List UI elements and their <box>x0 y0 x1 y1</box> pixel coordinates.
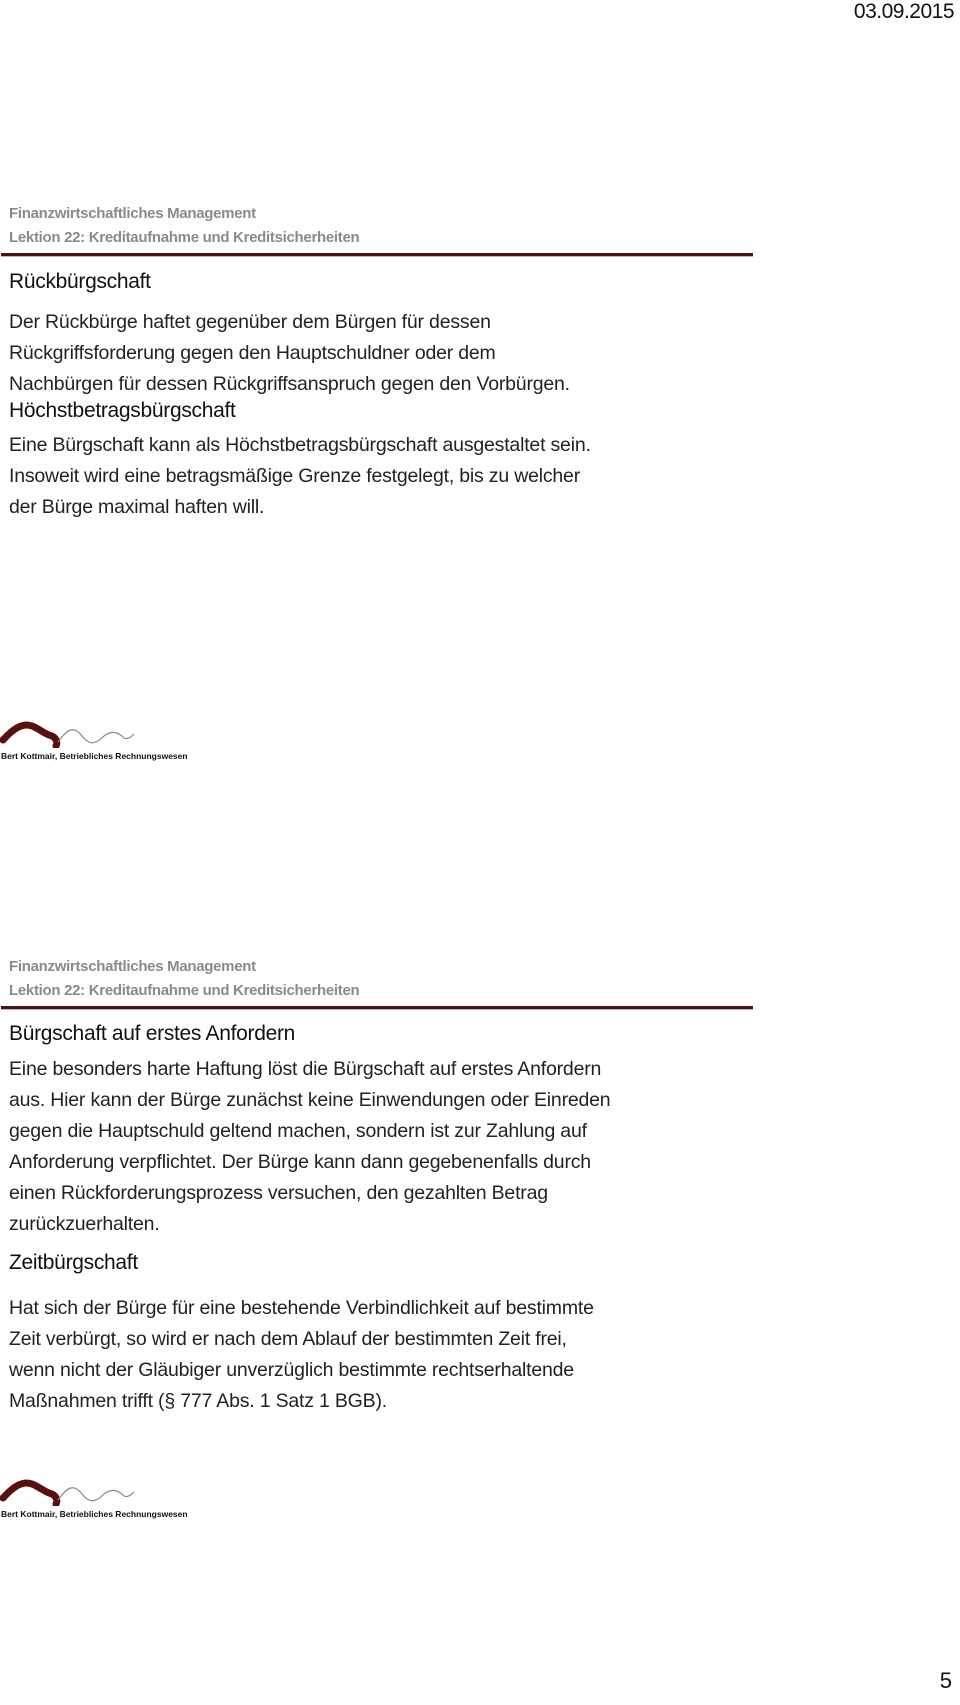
section-title: Zeitbürgschaft <box>9 1251 138 1274</box>
text-line: Hat sich der Bürge für eine bestehende Verbindlichkeit auf bestimmte <box>9 1297 594 1319</box>
text-line: Der Rückbürge haftet gegenüber dem Bürgen für dessen <box>9 311 491 333</box>
text-line: Insoweit wird eine betragsmäßige Grenze festgelegt, bis zu welcher <box>9 465 581 487</box>
slide-header-course: Finanzwirtschaftliches Management <box>9 205 256 222</box>
logo-signature-icon <box>0 712 140 748</box>
text-line: Nachbürgen für dessen Rückgriffsanspruch gegen den Vorbürgen. <box>9 373 570 395</box>
section-title: Höchstbetragsbürgschaft <box>9 399 236 422</box>
section-body <box>9 1054 759 1240</box>
slide-header-lesson: Lektion 22: Kreditaufnahme und Kreditsicherheiten <box>9 229 360 246</box>
text-line: Maßnahmen trifft (§ 777 Abs. 1 Satz 1 BGB). <box>9 1390 387 1412</box>
text-line: Eine besonders harte Haftung löst die Bürgschaft auf erstes Anfordern <box>9 1058 602 1080</box>
document-date: 03.09.2015 <box>853 0 954 23</box>
section-body <box>9 430 759 523</box>
text-line: Eine Bürgschaft kann als Höchstbetragsbürgschaft ausgestaltet sein. <box>9 434 591 456</box>
text-line: wenn nicht der Gläubiger unverzüglich bestimmte rechtserhaltende <box>9 1359 574 1381</box>
footer-caption: Bert Kottmair, Betriebliches Rechnungswesen <box>1 1509 188 1519</box>
header-divider <box>1 1006 753 1009</box>
slide-header-lesson: Lektion 22: Kreditaufnahme und Kreditsicherheiten <box>9 982 360 999</box>
text-line: zurückzuerhalten. <box>9 1213 160 1235</box>
footer-caption: Bert Kottmair, Betriebliches Rechnungswesen <box>1 751 188 761</box>
text-line: Zeit verbürgt, so wird er nach dem Ablauf der bestimmten Zeit frei, <box>9 1328 567 1350</box>
text-line: der Bürge maximal haften will. <box>9 496 265 518</box>
text-line: gegen die Hauptschuld geltend machen, sondern ist zur Zahlung auf <box>9 1120 587 1142</box>
text-line: aus. Hier kann der Bürge zunächst keine Einwendungen oder Einreden <box>9 1089 611 1111</box>
text-line: einen Rückforderungsprozess versuchen, den gezahlten Betrag <box>9 1182 548 1204</box>
section-body <box>9 1293 759 1417</box>
section-title: Rückbürgschaft <box>9 270 151 293</box>
text-line: Rückgriffsforderung gegen den Hauptschuldner oder dem <box>9 342 496 364</box>
section-body <box>9 307 759 400</box>
logo-signature-icon <box>0 1470 140 1506</box>
text-line: Anforderung verpflichtet. Der Bürge kann dann gegebenenfalls durch <box>9 1151 591 1173</box>
page-number: 5 <box>939 1668 952 1693</box>
section-title: Bürgschaft auf erstes Anfordern <box>9 1022 296 1045</box>
slide-header-course: Finanzwirtschaftliches Management <box>9 958 256 975</box>
header-divider <box>1 253 753 256</box>
